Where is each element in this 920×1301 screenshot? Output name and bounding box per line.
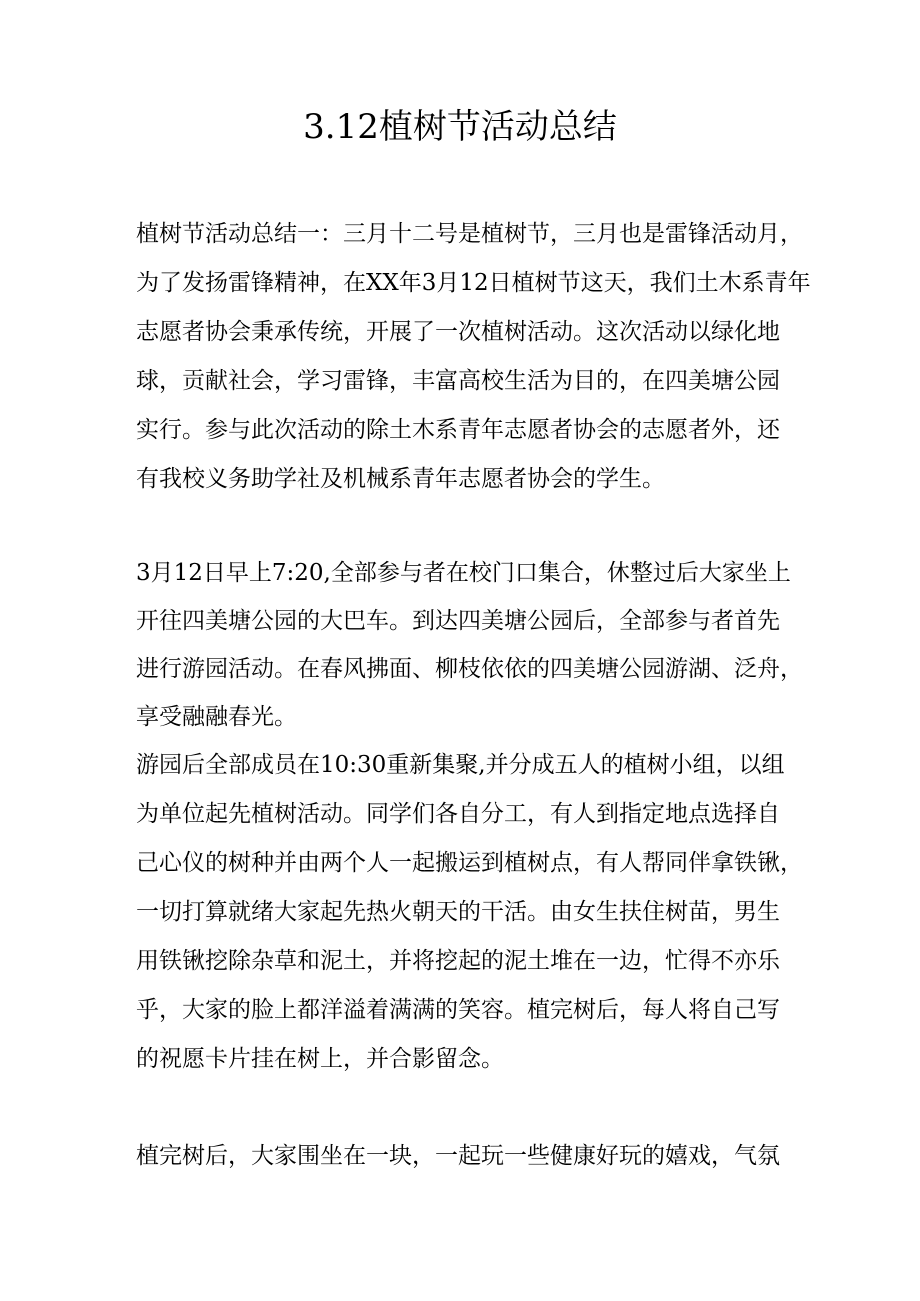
text-line: 进行游园活动。在春风拂面、柳枝依依的四美塘公园游湖、泛舟， — [136, 656, 803, 682]
text-line: 乎，大家的脸上都洋溢着满满的笑容。植完树后，每人将自己写 — [136, 997, 780, 1023]
text-line: 3月12日早上7:20,全部参与者在校门口集合，休整过后大家坐上 — [136, 560, 791, 586]
text-line: 实行。参与此次活动的除土木系青年志愿者协会的志愿者外，还 — [136, 417, 780, 443]
text-line: 为单位起先植树活动。同学们各自分工，有人到指定地点选择自 — [136, 801, 780, 827]
text-line: 用铁锹挖除杂草和泥土，并将挖起的泥土堆在一边，忙得不亦乐 — [136, 948, 780, 974]
text-line: 的祝愿卡片挂在树上，并合影留念。 — [136, 1046, 504, 1072]
text-line: 己心仪的树种并由两个人一起搬运到植树点，有人帮同伴拿铁锹， — [136, 850, 803, 876]
text-line: 开往四美塘公园的大巴车。到达四美塘公园后，全部参与者首先 — [136, 608, 780, 634]
text-line: 植树节活动总结一：三月十二号是植树节，三月也是雷锋活动月， — [136, 221, 803, 247]
document-title: 3.12植树节活动总结 — [303, 107, 617, 147]
text-line: 植完树后，大家围坐在一块，一起玩一些健康好玩的嬉戏，气氛 — [136, 1143, 780, 1169]
text-line: 球，贡献社会，学习雷锋，丰富高校生活为目的，在四美塘公园 — [136, 368, 780, 394]
text-line: 一切打算就绪大家起先热火朝天的干活。由女生扶住树苗，男生 — [136, 899, 780, 925]
text-line: 享受融融春光。 — [136, 704, 297, 730]
text-line: 为了发扬雷锋精神，在XX年3月12日植树节这天，我们土木系青年 — [136, 270, 811, 296]
text-line: 有我校义务助学社及机械系青年志愿者协会的学生。 — [136, 466, 665, 492]
text-line: 游园后全部成员在10:30重新集聚,并分成五人的植树小组，以组 — [136, 752, 785, 778]
text-line: 志愿者协会秉承传统，开展了一次植树活动。这次活动以绿化地 — [136, 319, 780, 345]
